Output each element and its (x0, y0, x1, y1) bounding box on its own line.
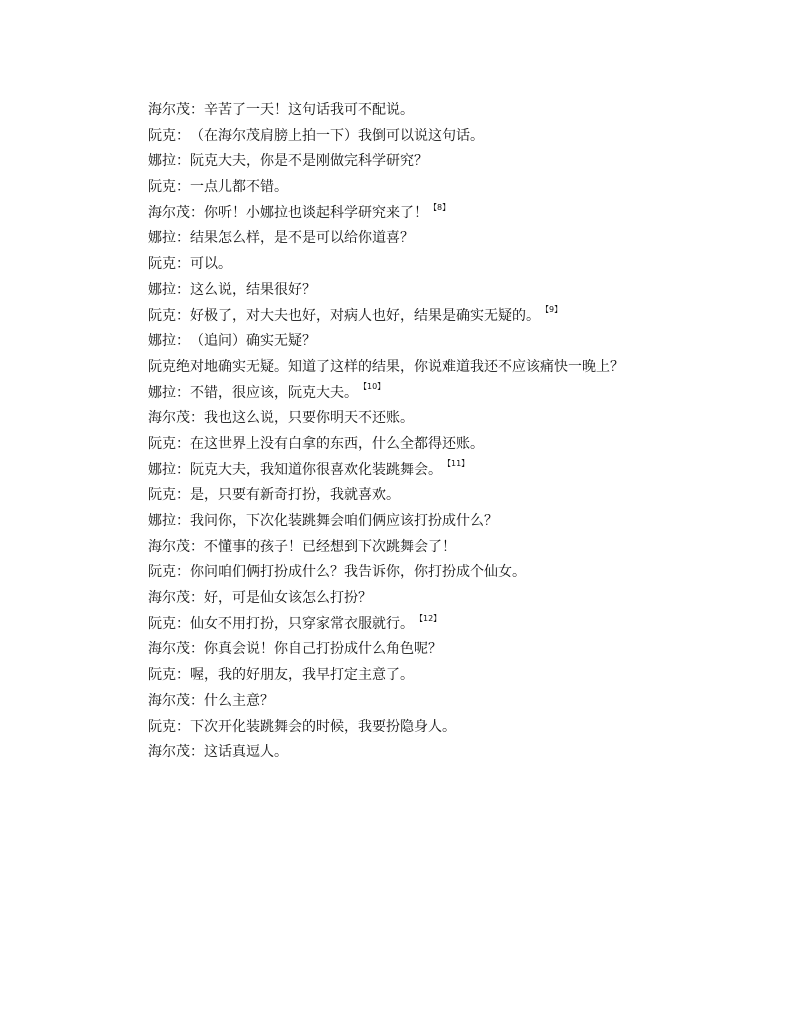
speech-text: 一点儿都不错。 (190, 179, 288, 196)
speech-text: 阮克大夫，你是不是刚做完科学研究？ (190, 153, 428, 170)
speech-text: 你问咱们俩打扮成什么？我告诉你，你打扮成个仙女。 (190, 564, 526, 581)
dialogue-line (148, 458, 748, 484)
speaker-separator: ： (176, 256, 190, 273)
speaker-separator: ： (176, 487, 190, 504)
speaker-separator: ： (190, 410, 204, 427)
speaker-name: 阮克 (148, 435, 176, 452)
dialogue-line (148, 689, 748, 715)
speaker-separator: ： (176, 513, 190, 529)
dialogue-line (148, 663, 748, 689)
speaker-name: 海尔茂 (148, 410, 190, 427)
speech-text: 仙女不用打扮，只穿家常衣服就行。 (190, 615, 414, 632)
speaker-name: 阮克 (148, 358, 176, 375)
dialogue-line (148, 329, 748, 355)
speech-text: 绝对地确实无疑。知道了这样的结果，你说难道我还不应该痛快一晚上？ (176, 358, 624, 375)
speaker-separator: ： (190, 744, 204, 761)
speaker-separator: ： (176, 564, 190, 581)
speaker-separator: ： (176, 230, 190, 247)
speaker-name: 娜拉 (148, 333, 176, 350)
speech-text: 你真会说！你自己打扮成什么角色呢？ (204, 641, 442, 658)
speaker-name: 阮克 (148, 564, 176, 581)
dialogue-line (148, 483, 748, 509)
speech-text: 什么主意？ (204, 692, 274, 709)
speech-text: 你听！小娜拉也谈起科学研究来了！ (204, 204, 428, 221)
speaker-separator: ： (176, 718, 190, 735)
dialogue-line (148, 278, 748, 304)
speaker-separator: ： (176, 667, 190, 684)
speaker-name: 阮克 (148, 307, 176, 324)
speaker-name: 阮克 (148, 127, 176, 144)
dialogue-line (148, 586, 748, 612)
speaker-separator: ： (176, 615, 190, 632)
speaker-name: 娜拉 (148, 384, 176, 401)
dialogue-line (148, 252, 748, 278)
dialogue-line (148, 432, 748, 458)
speaker-name: 阮克 (148, 667, 176, 684)
speech-text: 我问你，下次化装跳舞会咱们俩应该打扮成什么？ (190, 513, 498, 529)
speech-text: 可以。 (190, 256, 232, 273)
dialogue-line (148, 355, 748, 381)
footnote-marker: 【9】 (541, 305, 563, 315)
footnote-marker: 【8】 (429, 202, 451, 212)
speaker-name: 海尔茂 (148, 102, 190, 118)
speaker-separator: ： (176, 127, 190, 144)
speech-text: （追问）确实无疑？ (190, 333, 316, 350)
speaker-name: 阮克 (148, 487, 176, 504)
dialogue-line (148, 175, 748, 201)
dialogue-line (148, 98, 748, 124)
speech-text: 好，可是仙女该怎么打扮？ (204, 590, 372, 607)
speaker-name: 娜拉 (148, 461, 176, 478)
speaker-name: 阮克 (148, 179, 176, 196)
speaker-separator: ： (176, 281, 190, 298)
dialogue-line (148, 304, 748, 330)
dialogue-line (148, 226, 748, 252)
speech-text: 是，只要有新奇打扮，我就喜欢。 (190, 487, 400, 504)
speaker-name: 娜拉 (148, 513, 176, 529)
speech-text: 辛苦了一天！这句话我可不配说。 (204, 102, 414, 118)
speech-text: 不懂事的孩子！已经想到下次跳舞会了！ (204, 538, 456, 555)
speaker-separator: ： (190, 204, 204, 221)
speaker-separator: ： (190, 692, 204, 709)
speaker-name: 娜拉 (148, 281, 176, 298)
footnote-marker: 【10】 (359, 382, 386, 392)
dialogue-line (148, 406, 748, 432)
speaker-name: 海尔茂 (148, 692, 190, 709)
footnote-marker: 【11】 (443, 459, 470, 469)
speech-text: 我也这么说，只要你明天不还账。 (204, 410, 414, 427)
speech-text: 好极了，对大夫也好，对病人也好，结果是确实无疑的。 (190, 307, 540, 324)
speaker-separator: ： (190, 102, 204, 118)
speech-text: 喔，我的好朋友，我早打定主意了。 (190, 667, 414, 684)
speaker-separator: ： (176, 461, 190, 478)
dialogue-line (148, 740, 748, 766)
speech-text: 不错，很应该，阮克大夫。 (190, 384, 358, 401)
footnote-marker: 【12】 (415, 613, 442, 623)
speaker-name: 海尔茂 (148, 538, 190, 555)
dialogue-line (148, 509, 748, 535)
dialogue-line (148, 715, 748, 741)
dialogue-line (148, 612, 748, 638)
speech-text: 阮克大夫，我知道你很喜欢化装跳舞会。 (190, 461, 442, 478)
speaker-name: 娜拉 (148, 230, 176, 247)
dialogue-line (148, 637, 748, 663)
speaker-separator: ： (176, 333, 190, 350)
speaker-name: 阮克 (148, 615, 176, 632)
dialogue-line (148, 381, 748, 407)
speaker-name: 海尔茂 (148, 204, 190, 221)
dialogue-line (148, 535, 748, 561)
speaker-separator: ： (190, 538, 204, 555)
speaker-name: 阮克 (148, 718, 176, 735)
dialogue-line (148, 149, 748, 175)
speaker-name: 海尔茂 (148, 590, 190, 607)
dialogue-page (148, 98, 748, 766)
speech-text: 下次开化装跳舞会的时候，我要扮隐身人。 (190, 718, 456, 735)
speaker-name: 海尔茂 (148, 744, 190, 761)
speaker-separator: ： (176, 179, 190, 196)
speaker-separator: ： (176, 153, 190, 170)
speech-text: 结果怎么样，是不是可以给你道喜？ (190, 230, 414, 247)
speaker-separator: ： (176, 435, 190, 452)
speech-text: 在这世界上没有白拿的东西，什么全都得还账。 (190, 435, 484, 452)
dialogue-line (148, 124, 748, 150)
speaker-separator: ： (190, 590, 204, 607)
speaker-name: 海尔茂 (148, 641, 190, 658)
speaker-separator: ： (190, 641, 204, 658)
speaker-name: 娜拉 (148, 153, 176, 170)
speech-text: （在海尔茂肩膀上拍一下）我倒可以说这句话。 (190, 127, 484, 144)
speaker-separator: ： (176, 384, 190, 401)
dialogue-line (148, 201, 748, 227)
dialogue-line (148, 560, 748, 586)
speech-text: 这么说，结果很好？ (190, 281, 316, 298)
speaker-name: 阮克 (148, 256, 176, 273)
speech-text: 这话真逗人。 (204, 744, 288, 761)
speaker-separator: ： (176, 307, 190, 324)
